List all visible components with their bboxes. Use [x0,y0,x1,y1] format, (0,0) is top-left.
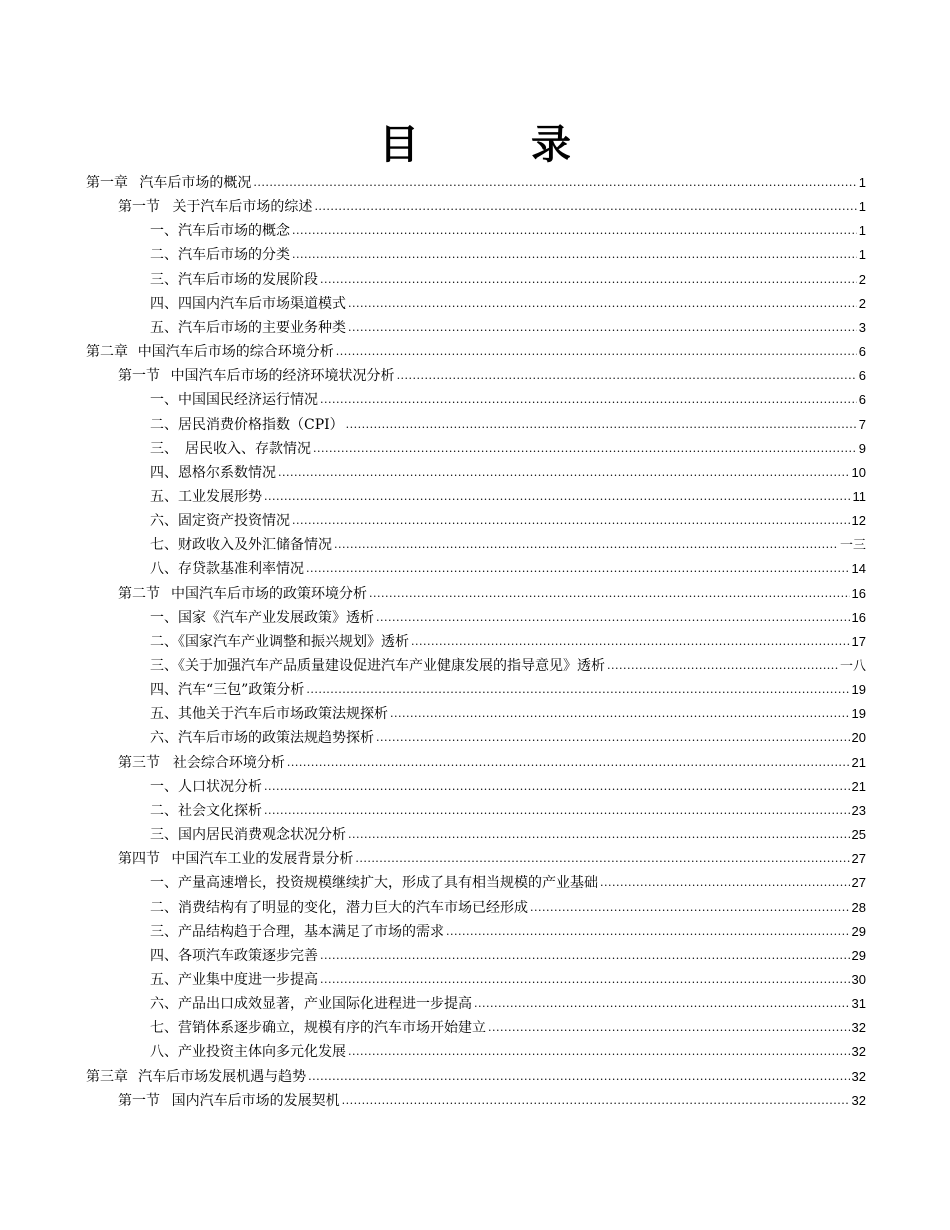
toc-page-number: 21 [851,754,866,770]
toc-dot-leader [336,343,857,361]
toc-entry-text: 三、 居民收入、存款情况 [150,440,311,457]
toc-page-number: 10 [851,464,866,480]
toc-entry[interactable] [150,603,866,627]
toc-entry-prefix: 第二节 [118,585,160,602]
toc-dot-leader [348,826,850,844]
toc-entry[interactable] [150,965,866,989]
toc-entry[interactable] [86,337,866,361]
toc-dot-leader [264,778,850,796]
toc-dot-leader [320,391,857,409]
toc-page-number: 27 [851,851,866,867]
toc-entry-text: 一、中国国民经济运行情况 [150,392,318,409]
toc-page-number: 29 [851,947,866,963]
toc-entry[interactable] [150,699,866,723]
toc-entry[interactable] [150,893,866,917]
toc-page-number: 6 [858,392,866,408]
toc-dot-leader [348,1043,850,1061]
toc-page-number: 2 [858,295,866,311]
toc-entry-prefix: 第一节 [118,199,160,216]
toc-entry[interactable] [150,482,866,506]
toc-entry-text: 二、《国家汽车产业调整和振兴规划》透析 [150,633,409,650]
toc-dot-leader [320,971,850,989]
toc-entry-text: 中国汽车后市场的经济环境状况分析 [170,368,395,385]
toc-page-number: 9 [858,440,866,456]
toc-dot-leader [287,754,850,772]
toc-dot-leader [607,657,838,675]
toc-entry[interactable] [150,410,866,434]
toc-entry-text: 汽车后市场的概况 [139,175,252,191]
toc-entry[interactable] [150,917,866,941]
toc-entry[interactable] [150,675,866,699]
toc-entry[interactable] [118,579,866,603]
toc-entry[interactable] [150,820,866,844]
toc-entry-text: 社会综合环境分析 [172,754,285,771]
toc-entry-text: 中国汽车工业的发展背景分析 [171,851,354,868]
toc-page-number: 1 [858,175,866,190]
toc-page-number: 1 [858,247,866,263]
toc-entry[interactable] [150,941,866,965]
toc-entry-prefix: 第一节 [118,368,160,385]
toc-dot-leader [397,367,857,385]
toc-entry[interactable] [150,868,866,892]
toc-page-number: 1 [858,199,866,215]
toc-dot-leader [390,705,850,723]
toc-page-number: 16 [851,609,866,625]
toc-dot-leader [348,319,857,337]
toc-entry-text: 二、社会文化探析 [150,802,262,819]
toc-entry-text: 一、产量高速增长，投资规模继续扩大，形成了具有相当规模的产业基础 [150,875,598,892]
toc-entry-text: 三、产品结构趋于合理，基本满足了市场的需求 [150,923,444,940]
toc-entry[interactable] [150,1037,866,1061]
toc-dot-leader [320,271,857,289]
toc-entry-text: 三、《关于加强汽车产品质量建设促进汽车产业健康发展的指导意见》透析 [150,658,605,674]
toc-page-number: 11 [852,488,866,504]
toc-page-number: 19 [851,682,866,698]
toc-entry-text: 四、汽车“三包”政策分析 [150,682,305,699]
toc-dot-leader [369,585,850,603]
toc-entry-text: 一、人口状况分析 [150,778,262,795]
toc-entry-prefix: 第一章 [86,175,128,191]
toc-entry[interactable] [150,989,866,1013]
toc-entry[interactable] [150,796,866,820]
toc-page-number: 29 [851,923,866,939]
toc-entry-text: 汽车后市场发展机遇与趋势 [138,1068,307,1085]
toc-dot-leader [306,560,850,578]
toc-entry[interactable] [150,216,866,240]
toc-entry[interactable] [150,458,866,482]
toc-entry[interactable] [150,554,866,578]
toc-dot-leader [334,536,838,554]
toc-page-number: 32 [851,1068,866,1084]
toc-entry-text: 一、国家《汽车产业发展政策》透析 [150,609,374,626]
toc-page-number: 28 [851,899,866,915]
toc-entry-prefix: 第三章 [86,1068,128,1085]
toc-dot-leader [530,899,850,917]
toc-entry-text: 六、汽车后市场的政策法规趋势探析 [150,730,374,747]
toc-dot-leader [376,609,850,627]
toc-entry[interactable] [150,289,866,313]
toc-dot-leader [292,246,857,264]
toc-entry-text: 七、营销体系逐步确立，规模有序的汽车市场开始建立 [150,1020,486,1037]
toc-entry-text: 五、汽车后市场的主要业务种类 [150,319,346,336]
toc-dot-leader [264,802,850,820]
toc-page-number: 一三 [839,537,866,553]
toc-entry[interactable] [118,361,866,385]
toc-entry[interactable] [150,1013,866,1037]
toc-entry-text: 四、四国内汽车后市场渠道模式 [150,295,346,312]
toc-page-number: 7 [858,416,866,432]
toc-entry-text: 四、各项汽车政策逐步完善 [150,947,318,964]
toc-page-number: 6 [858,344,866,360]
toc-dot-leader [314,198,856,216]
toc-entry-text: 六、产品出口成效显著，产业国际化进程进一步提高 [150,996,472,1013]
toc-dot-leader [355,850,849,868]
toc-dot-leader [308,1068,849,1086]
toc-page-number: 16 [851,585,866,601]
toc-entry[interactable] [118,748,866,772]
toc-entry[interactable] [118,1086,866,1110]
toc-page-number: 20 [851,730,866,746]
toc-page-number: 21 [851,778,866,794]
toc-entry-text: 五、产业集中度进一步提高 [150,971,318,988]
toc-dot-leader [348,295,857,313]
toc-entry[interactable] [150,723,866,747]
toc-dot-leader [488,1019,850,1037]
toc-entry-text: 六、固定资产投资情况 [150,513,290,530]
toc-dot-leader [292,512,850,530]
toc-entry-prefix: 第一节 [118,1092,160,1109]
toc-entry-text: 三、汽车后市场的发展阶段 [150,271,318,288]
toc-page-number: 31 [851,996,866,1012]
toc-entry-text: 一、汽车后市场的概念 [150,223,290,240]
toc-entry[interactable] [86,1062,866,1086]
toc-dot-leader [342,1092,850,1110]
toc-entry[interactable] [150,651,866,675]
toc-page-number: 14 [851,561,866,577]
toc-entry-text: 中国汽车后市场的政策环境分析 [171,585,368,602]
toc-entry-text: 中国汽车后市场的综合环境分析 [137,344,334,361]
toc-entry[interactable] [150,627,866,651]
toc-entry[interactable] [150,313,866,337]
toc-entry[interactable] [150,772,866,796]
toc-dot-leader [600,874,850,892]
toc-entry-text: 国内汽车后市场的发展契机 [171,1092,340,1109]
toc-entry-prefix: 第三节 [118,754,160,771]
toc-page-number: 12 [851,513,866,529]
toc-entry[interactable] [118,192,866,216]
toc-page-number: 30 [851,971,866,987]
toc-dot-leader [446,923,850,941]
toc-entry-text: 三、国内居民消费观念状况分析 [150,827,346,844]
toc-dot-leader [313,440,857,458]
toc-entry[interactable] [86,168,866,192]
toc-entry-text: 四、恩格尔系数情况 [150,464,276,481]
toc-page-number: 32 [851,1020,866,1036]
toc-entry-text: 八、存贷款基准利率情况 [150,561,304,578]
toc-page-number: 19 [851,706,866,722]
toc-entry-text: 二、居民消费价格指数（CPI） [150,416,344,433]
toc-dot-leader [264,488,851,506]
toc-entry-text: 五、工业发展形势 [150,488,262,505]
toc-page-number: 6 [858,368,866,384]
toc-page-number: 3 [858,319,866,335]
toc-page-number: 23 [851,802,866,818]
toc-entry[interactable] [150,434,866,458]
toc-entry-text: 七、财政收入及外汇储备情况 [150,537,332,554]
toc-entry-text: 关于汽车后市场的综述 [172,199,313,216]
toc-page-number: 27 [851,875,866,891]
toc-entry-prefix: 第四节 [118,851,160,868]
toc-dot-leader [306,681,849,699]
toc-dot-leader [474,995,850,1013]
toc-entry-text: 二、汽车后市场的分类 [150,247,290,264]
toc-dot-leader [278,464,850,482]
toc-entry-text: 五、其他关于汽车后市场政策法规探析 [150,706,388,723]
toc-page-number: 一八 [839,658,866,673]
toc-entry[interactable] [118,844,866,868]
toc-entry-text: 八、产业投资主体向多元化发展 [150,1044,346,1061]
toc-title: 目 录 [379,121,607,168]
toc-entry-prefix: 第二章 [86,344,128,361]
toc-page-number: 32 [851,1044,866,1060]
toc-entry[interactable] [150,506,866,530]
toc-dot-leader [292,222,857,240]
toc-dot-leader [411,633,850,651]
toc-page-number: 25 [851,827,866,843]
toc-page-number: 2 [858,271,866,287]
toc-entry[interactable] [150,530,866,554]
toc-dot-leader [346,416,857,434]
toc-page-number: 17 [851,633,866,649]
toc-entry[interactable] [150,240,866,264]
toc-page-number: 1 [858,223,866,239]
toc-page-number: 32 [851,1092,866,1108]
toc-entry-text: 二、消费结构有了明显的变化，潜力巨大的汽车市场已经形成 [150,899,528,916]
toc-entry[interactable] [150,385,866,409]
toc-dot-leader [253,174,856,192]
toc-dot-leader [320,947,850,965]
toc-dot-leader [376,729,850,747]
toc-entry[interactable] [150,265,866,289]
